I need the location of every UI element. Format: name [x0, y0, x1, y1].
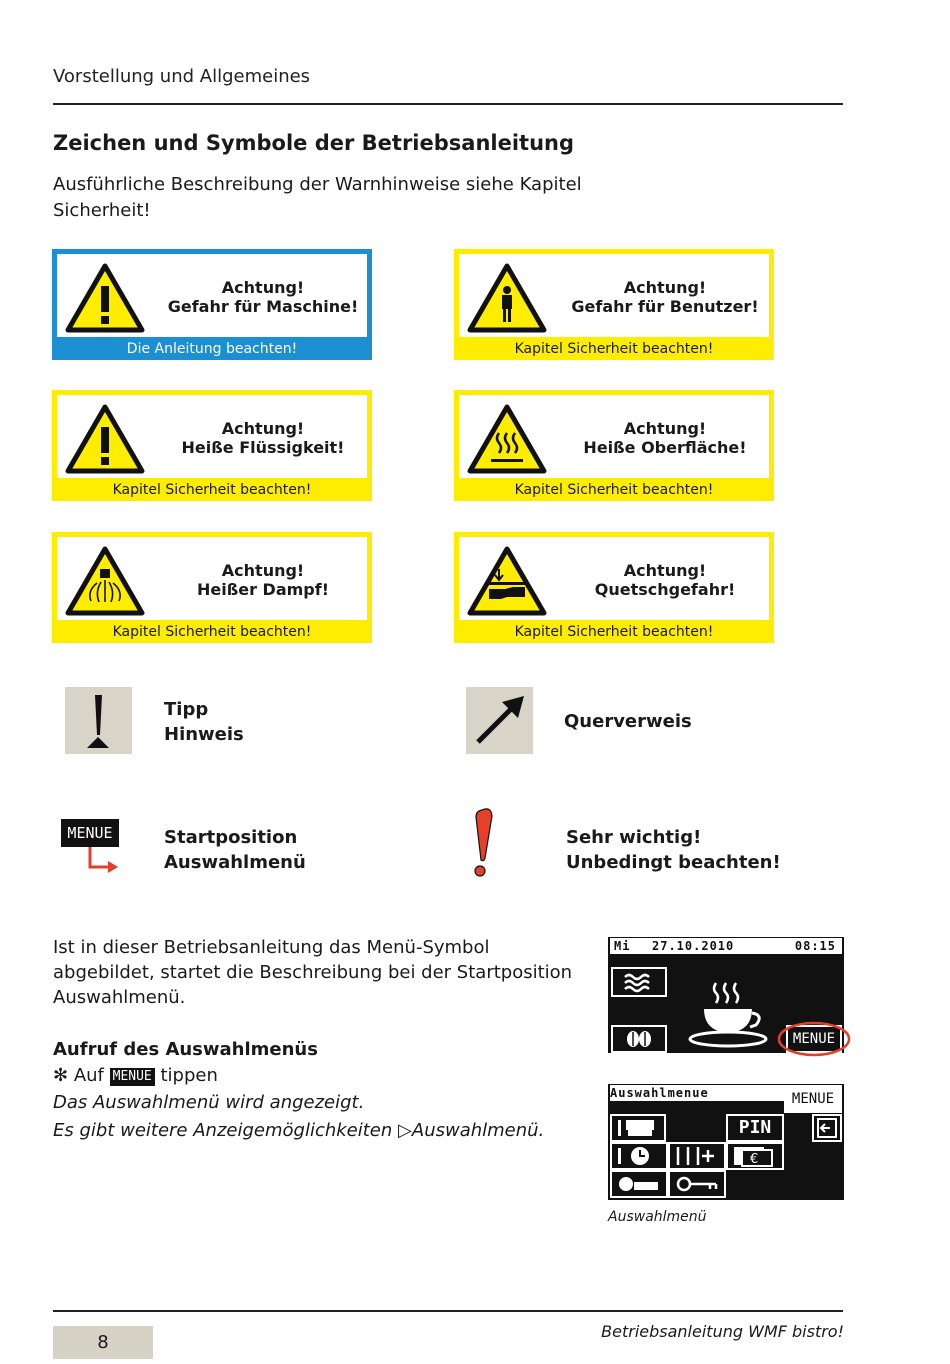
exit-icon	[814, 1116, 840, 1140]
document-title: Betriebsanleitung WMF bistro!	[601, 1322, 844, 1341]
result-1: Das Auswahlmenü wird angezeigt.	[53, 1092, 365, 1113]
accounting-button[interactable]	[726, 1142, 784, 1170]
important-label	[566, 825, 781, 875]
start-line1: Startposition	[164, 827, 298, 848]
important-line1: Sehr wichtig!	[566, 827, 702, 848]
key-button[interactable]	[668, 1170, 726, 1198]
important-line2: Unbedingt beachten!	[566, 852, 781, 873]
warning-hot-surface	[454, 390, 774, 501]
menu-start-icon: MENUE	[61, 819, 119, 847]
menu-button[interactable]: MENUE	[786, 1025, 842, 1053]
warning-footer: Kapitel Sicherheit beachten!	[514, 482, 714, 498]
timer-button[interactable]	[610, 1142, 668, 1170]
steam-wave-icon	[613, 969, 665, 995]
warning-machine	[52, 249, 372, 360]
adjust-button[interactable]	[668, 1142, 726, 1170]
intro-text: Ausführliche Beschreibung der Warnhinweise siehe Kapitel Sicherheit!	[53, 174, 582, 221]
arrow-right-icon	[86, 847, 122, 875]
warning-title: Achtung!	[623, 419, 707, 438]
highlight-circle	[776, 1020, 852, 1058]
menu-return-button[interactable]: MENUE	[784, 1085, 842, 1113]
warning-title: Achtung!	[221, 278, 305, 297]
warning-hot-liquid	[52, 390, 372, 501]
warning-subtitle: Quetschgefahr!	[594, 580, 736, 599]
result-2	[53, 1118, 593, 1143]
tip-label	[164, 697, 244, 747]
warning-crush	[454, 532, 774, 643]
warning-subtitle: Heiße Oberfläche!	[583, 438, 747, 457]
warning-subtitle: Gefahr für Maschine!	[167, 297, 359, 316]
cleaning-button[interactable]	[610, 1170, 668, 1198]
settings-icon	[612, 1116, 664, 1140]
warning-footer: Kapitel Sicherheit beachten!	[112, 482, 312, 498]
step-suffix: tippen	[160, 1065, 218, 1086]
steam-icon	[65, 545, 145, 617]
page-number: 8	[53, 1326, 153, 1359]
time-label: 08:15	[794, 939, 836, 953]
result-2-link: Auswahlmenü.	[411, 1120, 545, 1141]
screen-caption: Auswahlmenü	[608, 1209, 707, 1225]
settings-button[interactable]	[610, 1114, 666, 1142]
warning-footer: Kapitel Sicherheit beachten!	[112, 624, 312, 640]
day-label: Mi	[614, 939, 631, 953]
section-header: Vorstellung und Allgemeines	[53, 66, 311, 87]
warning-footer: Kapitel Sicherheit beachten!	[514, 341, 714, 357]
beans-button[interactable]	[611, 1025, 667, 1053]
important-exclamation-icon	[470, 807, 496, 879]
status-bar	[610, 938, 842, 954]
subheading: Aufruf des Auswahlmenüs	[53, 1039, 318, 1060]
pin-button[interactable]: PIN	[726, 1114, 784, 1142]
sliders-icon	[670, 1144, 724, 1168]
start-line2: Auswahlmenü	[164, 852, 306, 873]
date-label: 27.10.2010	[652, 939, 735, 953]
clock-icon	[612, 1144, 666, 1168]
warning-title: Achtung!	[221, 561, 305, 580]
key-icon	[670, 1172, 724, 1196]
crush-hand-icon	[467, 545, 547, 617]
tip-line2: Hinweis	[164, 724, 244, 745]
tip-icon	[65, 687, 132, 754]
coffee-beans-icon	[613, 1027, 665, 1051]
menu-title: Auswahlmenue	[610, 1085, 784, 1101]
warning-subtitle: Gefahr für Benutzer!	[571, 297, 759, 316]
person-icon	[467, 262, 547, 334]
asterisk-icon: ✻	[53, 1065, 69, 1086]
warning-title: Achtung!	[623, 561, 707, 580]
coffee-cup-icon	[686, 979, 770, 1049]
page-heading: Zeichen und Symbole der Betriebsanleitung	[53, 131, 575, 155]
steam-button[interactable]	[611, 967, 667, 997]
start-label	[164, 825, 306, 875]
menu-paragraph: Ist in dieser Betriebsanleitung das Menü-Symbol abgebildet, startet die Beschreibung bei der Startposition Auswahlmenü.	[53, 937, 573, 1008]
warning-user	[454, 249, 774, 360]
tip-line1: Tipp	[164, 699, 209, 720]
header-rule	[53, 103, 843, 105]
crossref-label: Querverweis	[564, 711, 692, 732]
svg-text:€: €	[750, 1152, 759, 1167]
warning-title: Achtung!	[221, 419, 305, 438]
step-line	[53, 1063, 573, 1088]
warning-footer: Kapitel Sicherheit beachten!	[514, 624, 714, 640]
footer-rule	[53, 1310, 843, 1312]
warning-hot-steam	[52, 532, 372, 643]
cross-reference-icon	[466, 687, 533, 754]
warning-subtitle: Heißer Dampf!	[196, 580, 329, 599]
hot-surface-icon	[467, 403, 547, 475]
warning-footer: Die Anleitung beachten!	[126, 341, 298, 357]
exit-button[interactable]	[812, 1114, 842, 1142]
cleaning-icon	[612, 1172, 666, 1196]
exclamation-icon	[65, 262, 145, 334]
step-prefix: Auf	[73, 1065, 104, 1086]
menu-inline-icon: MENUE	[110, 1068, 155, 1086]
triangle-right-icon: ▷	[398, 1120, 412, 1141]
warning-subtitle: Heiße Flüssigkeit!	[181, 438, 345, 457]
display-menu-screen	[608, 1084, 844, 1200]
warning-title: Achtung!	[623, 278, 707, 297]
result-2-text: Es gibt weitere Anzeigemöglichkeiten	[53, 1120, 393, 1141]
euro-icon	[728, 1144, 782, 1168]
exclamation-icon	[65, 403, 145, 475]
